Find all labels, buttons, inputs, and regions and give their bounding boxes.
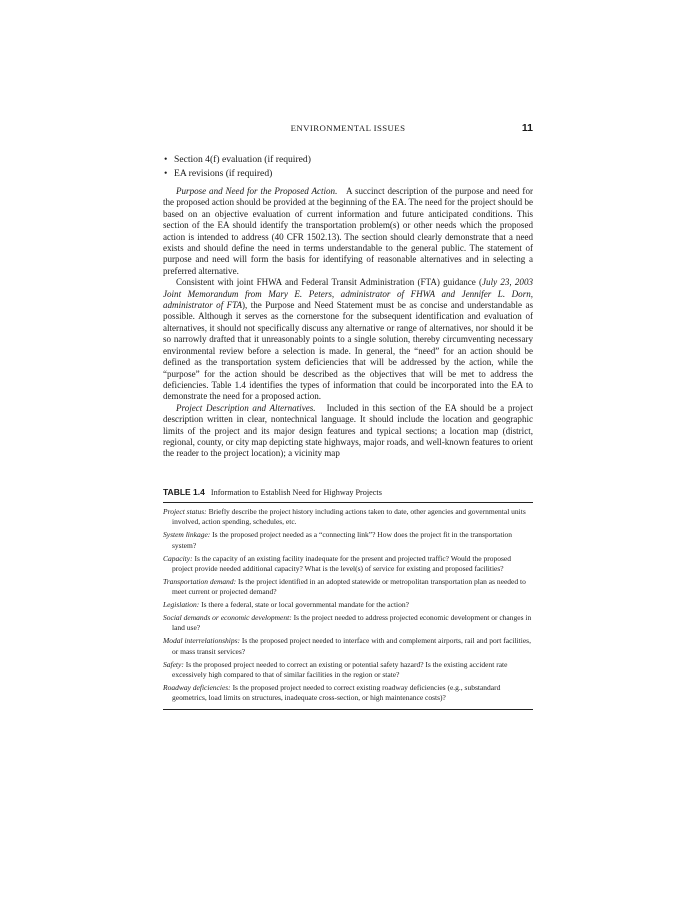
- row-label: Capacity:: [163, 553, 193, 563]
- paragraph-text: Included in this section of the EA should be a project description written in clear, nontechnical language. It should include the location and geographic limits of the project and its major design features and typical sections; a location map (district, regional, county, or city map depicting state highways, major roads, and well-known features to orient the reader to the project location); a vicinity map: [163, 402, 533, 459]
- row-text: Is the project needed to address projected economic development or changes in land use?: [172, 613, 532, 633]
- row-label: System linkage:: [163, 530, 211, 540]
- bullet-item: • Section 4(f) evaluation (if required): [163, 153, 533, 167]
- bullet-item: • EA revisions (if required): [163, 167, 533, 181]
- row-label: Modal interrelationships:: [163, 636, 241, 646]
- table-number: TABLE 1.4: [163, 487, 205, 497]
- table-row: [163, 530, 533, 551]
- table-row: [163, 683, 533, 704]
- page-number: 11: [521, 122, 533, 134]
- running-title: ENVIRONMENTAL ISSUES: [290, 123, 406, 133]
- citation: July 23, 2003 Joint Memorandum from Mary E. Peters, administrator of FHWA and Jennifer L. Dorn, administrator of FTA: [163, 277, 533, 311]
- paragraph-text: A succinct description of the purpose and need for the proposed action should be provided at the beginning of the EA. The need for the project should be based on an objective evaluation of current information and future anticipated conditions. This section of the EA should identify the transportation problem(s) or other needs which the proposed action is intended to address (40 CFR 1502.13). The section should clearly demonstrate that a need exists and should define the need in terms understandable to the general public. The statement of purpose and need will form the basis for identifying of reasonable alternatives and in selecting a preferred alternative.: [163, 186, 533, 276]
- row-label: Legislation:: [163, 600, 200, 610]
- row-text: Is the proposed project needed to correct an existing or potential safety hazard? Is the existing accident rate excessively high compared to that of similar facilities in the region or state?: [172, 659, 508, 679]
- row-text: Briefly describe the project history including actions taken to date, other agencies and governmental units involved, action spending, schedules, etc.: [172, 507, 526, 527]
- row-label: Roadway deficiencies:: [163, 682, 231, 692]
- table-caption-text: Information to Establish Need for Highway Projects: [210, 488, 382, 497]
- table-bottom-rule: [163, 709, 533, 710]
- paragraph-text: Consistent with joint FHWA and Federal Transit Administration (FTA) guidance (: [176, 277, 483, 288]
- running-head: [163, 123, 533, 139]
- table-row: [163, 636, 533, 657]
- paragraph-project-description: [163, 403, 533, 460]
- row-label: Safety:: [163, 659, 184, 669]
- body-text: [163, 186, 533, 460]
- row-label: Transportation demand:: [163, 576, 237, 586]
- row-text: Is the project identified in an adopted statewide or metropolitan transportation plan as needed to meet current or projected demand?: [172, 576, 526, 597]
- paragraph-consistent: [163, 277, 533, 402]
- row-text: Is the proposed project needed to interface with and complement airports, rail and port facilities, or mass transit services?: [172, 636, 531, 656]
- run-in-heading: Project Description and Alternatives.: [176, 402, 316, 413]
- table-row: [163, 660, 533, 681]
- run-in-heading: Purpose and Need for the Proposed Action.: [176, 186, 338, 196]
- row-text: Is the proposed project needed as a “connecting link”? How does the project fit in the transportation system?: [172, 530, 513, 550]
- paragraph-purpose-need: [163, 186, 533, 277]
- table-row: [163, 507, 533, 528]
- row-text: Is the capacity of an existing facility inadequate for the present and projected traffic? Would the proposed project provide needed additional capacity? What is the level(s) of service for existing and proposed facilities?: [172, 553, 511, 573]
- row-label: Social demands or economic development:: [163, 613, 292, 623]
- table-row: [163, 554, 533, 575]
- table-1-4: [163, 487, 533, 710]
- table-rows: [163, 503, 533, 709]
- table-row: [163, 600, 533, 610]
- paragraph-text: ), the Purpose and Need Statement must be as concise and understandable as possible. Although it serves as the cornerstone for the subsequent identification and evaluation of alternatives, it should not specifically discuss any alternative or range of alternatives, nor should it be so narrowly drafted that it unreasonably points to a single solution, thereby circumventing necessary environmental review before a selection is made. In general, the “need” for an action should be defined as the transportation system deficiencies that will be addressed by the action, while the “purpose” for the action should be described as the objectives that will be met to address the deficiencies. Table 1.4 identifies the types of information that could be incorporated into the EA to demonstrate the need for a proposed action.: [163, 300, 533, 402]
- row-text: Is there a federal, state or local governmental mandate for the action?: [201, 600, 409, 610]
- table-caption: [163, 487, 533, 502]
- row-label: Project status:: [163, 507, 207, 516]
- table-row: [163, 613, 533, 634]
- row-text: Is the proposed project needed to correct existing roadway deficiencies (e.g., substandard geometrics, load limits on structures, inadequate cross-section, or high maintenance costs)?: [172, 682, 501, 703]
- table-row: [163, 577, 533, 598]
- bullet-list: [163, 153, 533, 181]
